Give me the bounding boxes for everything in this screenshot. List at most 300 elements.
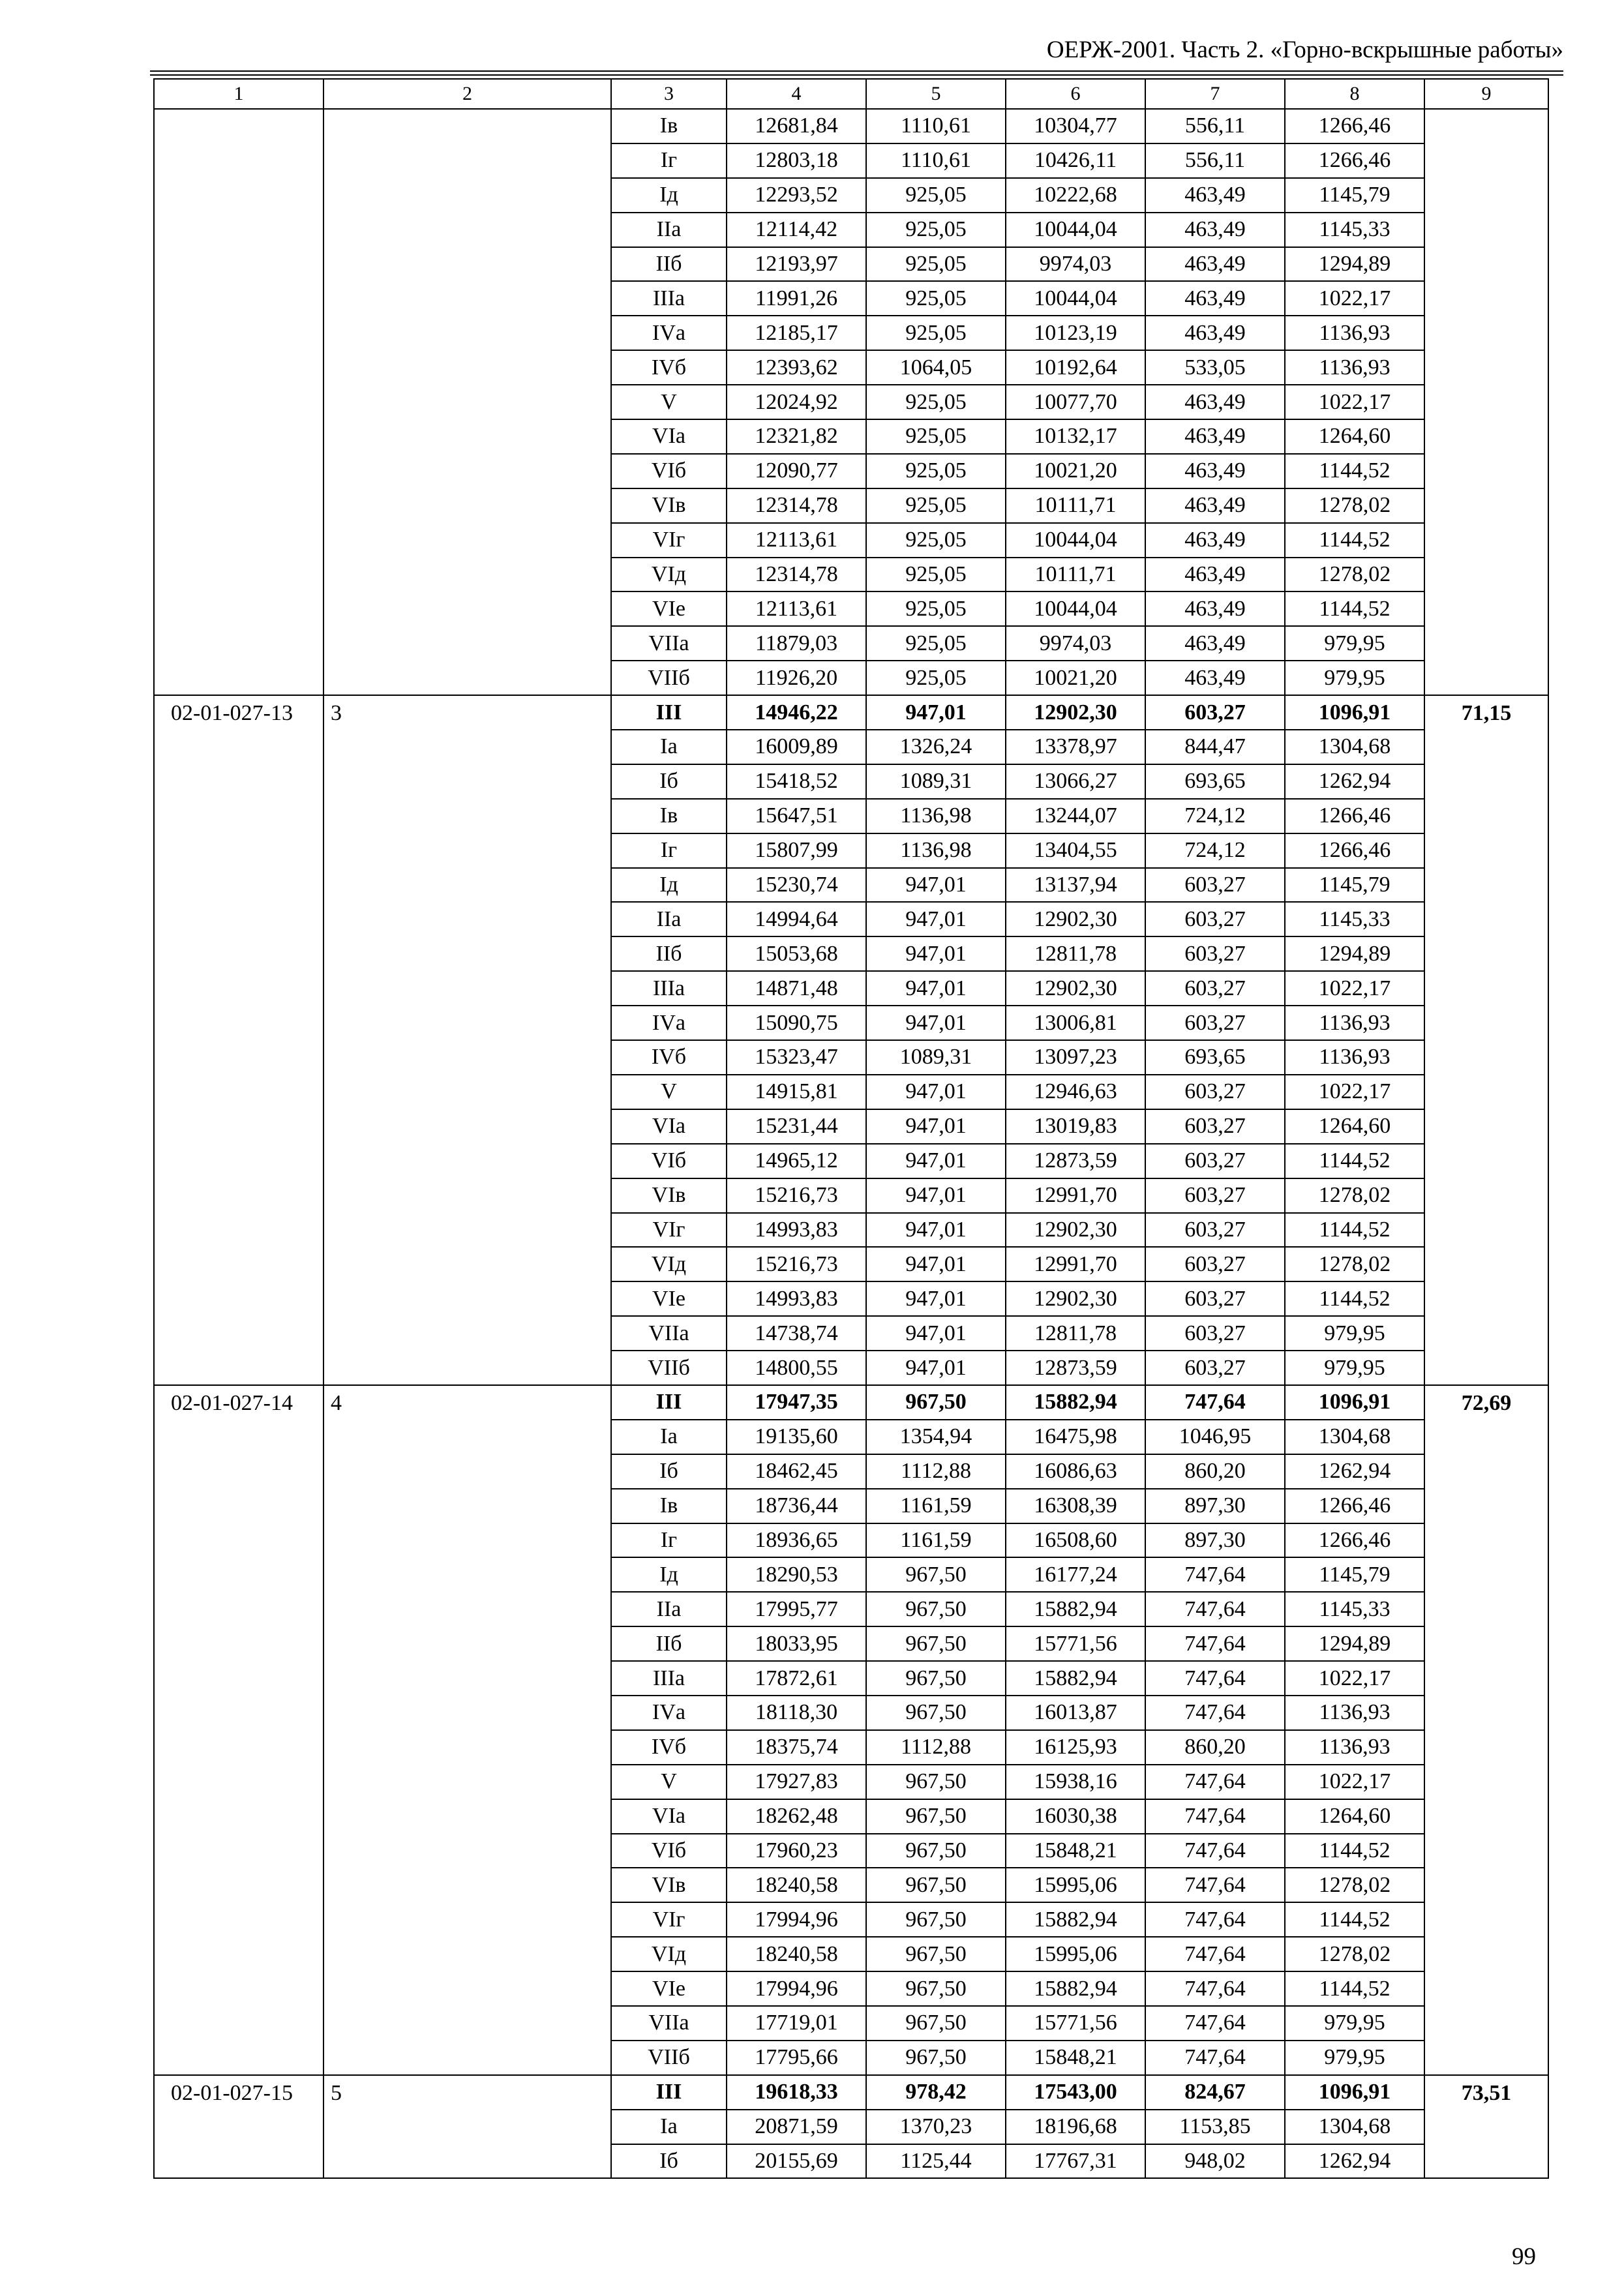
value-cell: 948,02: [1145, 2144, 1285, 2179]
value-cell: 10044,04: [1006, 213, 1145, 247]
value-cell: 603,27: [1145, 1213, 1285, 1248]
value-cell: 947,01: [866, 695, 1006, 730]
value-cell: 10021,20: [1006, 454, 1145, 488]
value-cell: 947,01: [866, 1178, 1006, 1213]
value-cell: 724,12: [1145, 833, 1285, 868]
value-cell: 1266,46: [1285, 109, 1424, 143]
category-cell: VIе: [611, 1281, 727, 1316]
value-cell: 12024,92: [727, 385, 866, 419]
value-cell: 947,01: [866, 936, 1006, 971]
category-cell: Iд: [611, 178, 727, 213]
category-cell: VIIб: [611, 1351, 727, 1385]
value-cell: 12946,63: [1006, 1075, 1145, 1109]
value-cell: 12902,30: [1006, 1213, 1145, 1248]
value-cell: 1145,33: [1285, 902, 1424, 936]
value-cell: 1022,17: [1285, 971, 1424, 1006]
value-cell: 1161,59: [866, 1523, 1006, 1558]
value-cell: 1264,60: [1285, 1799, 1424, 1834]
value-cell: 19135,60: [727, 1420, 866, 1454]
value-cell: 747,64: [1145, 1799, 1285, 1834]
value-cell: 13019,83: [1006, 1109, 1145, 1144]
value-cell: 747,64: [1145, 1902, 1285, 1937]
category-cell: Iг: [611, 833, 727, 868]
value-cell: 16508,60: [1006, 1523, 1145, 1558]
value-cell: 463,49: [1145, 247, 1285, 282]
table-row: [154, 695, 1548, 730]
table-row: [154, 109, 1548, 143]
page-header-title: ОЕРЖ-2001. Часть 2. «Горно-вскрышные работы»: [1046, 37, 1563, 63]
value-cell: 15882,94: [1006, 1385, 1145, 1420]
value-cell: 15882,94: [1006, 1592, 1145, 1626]
category-cell: Iг: [611, 143, 727, 178]
column-header: 9: [1424, 79, 1548, 109]
value-cell: 10077,70: [1006, 385, 1145, 419]
value-cell: 603,27: [1145, 1351, 1285, 1385]
value-cell: 12902,30: [1006, 971, 1145, 1006]
category-cell: VIб: [611, 1834, 727, 1868]
value-cell: 967,50: [866, 1592, 1006, 1626]
column-number-row: [154, 79, 1548, 109]
value-cell: 747,64: [1145, 1696, 1285, 1730]
category-cell: Iд: [611, 1557, 727, 1592]
value-cell: 1112,88: [866, 1730, 1006, 1765]
category-cell: IIб: [611, 1626, 727, 1661]
value-cell: 1262,94: [1285, 764, 1424, 799]
value-cell: 17872,61: [727, 1661, 866, 1696]
value-cell: 947,01: [866, 1006, 1006, 1040]
value-cell: 747,64: [1145, 1868, 1285, 1902]
value-cell: 10111,71: [1006, 488, 1145, 523]
value-cell: 1264,60: [1285, 419, 1424, 454]
column-9-cell: 72,69: [1424, 1385, 1548, 2075]
category-cell: IIIа: [611, 1661, 727, 1696]
value-cell: 967,50: [866, 1557, 1006, 1592]
value-cell: 925,05: [866, 178, 1006, 213]
value-cell: 18240,58: [727, 1937, 866, 1971]
value-cell: 1136,98: [866, 833, 1006, 868]
value-cell: 463,49: [1145, 661, 1285, 695]
value-cell: 463,49: [1145, 558, 1285, 592]
value-cell: 12681,84: [727, 109, 866, 143]
category-cell: Iв: [611, 799, 727, 833]
value-cell: 967,50: [866, 1868, 1006, 1902]
value-cell: 925,05: [866, 626, 1006, 661]
category-cell: VIIа: [611, 2006, 727, 2041]
value-cell: 947,01: [866, 1281, 1006, 1316]
value-cell: 967,50: [866, 1834, 1006, 1868]
category-cell: VIв: [611, 488, 727, 523]
value-cell: 967,50: [866, 2006, 1006, 2041]
value-cell: 967,50: [866, 1626, 1006, 1661]
category-cell: IIа: [611, 213, 727, 247]
value-cell: 1022,17: [1285, 385, 1424, 419]
value-cell: 1096,91: [1285, 2075, 1424, 2110]
value-cell: 1278,02: [1285, 1178, 1424, 1213]
value-cell: 747,64: [1145, 2006, 1285, 2041]
value-cell: 533,05: [1145, 350, 1285, 385]
value-cell: 20155,69: [727, 2144, 866, 2179]
value-cell: 844,47: [1145, 730, 1285, 764]
value-cell: 1096,91: [1285, 1385, 1424, 1420]
category-cell: VIа: [611, 419, 727, 454]
value-cell: 925,05: [866, 488, 1006, 523]
value-cell: 1264,60: [1285, 1109, 1424, 1144]
value-cell: 14871,48: [727, 971, 866, 1006]
category-cell: Iб: [611, 764, 727, 799]
value-cell: 603,27: [1145, 902, 1285, 936]
column-9-cell: 73,51: [1424, 2075, 1548, 2179]
value-cell: 967,50: [866, 1937, 1006, 1971]
value-cell: 15882,94: [1006, 1971, 1145, 2006]
value-cell: 947,01: [866, 868, 1006, 903]
value-cell: 1144,52: [1285, 523, 1424, 558]
category-cell: IIIа: [611, 281, 727, 316]
category-cell: Iа: [611, 1420, 727, 1454]
value-cell: 1370,23: [866, 2110, 1006, 2144]
category-cell: III: [611, 695, 727, 730]
value-cell: 12393,62: [727, 350, 866, 385]
value-cell: 12314,78: [727, 558, 866, 592]
value-cell: 1089,31: [866, 1040, 1006, 1075]
category-cell: IVа: [611, 316, 727, 350]
column-9-cell: [1424, 109, 1548, 695]
value-cell: 1145,79: [1285, 178, 1424, 213]
value-cell: 14915,81: [727, 1075, 866, 1109]
value-cell: 19618,33: [727, 2075, 866, 2110]
value-cell: 11926,20: [727, 661, 866, 695]
value-cell: 556,11: [1145, 109, 1285, 143]
category-cell: VIд: [611, 558, 727, 592]
value-cell: 15848,21: [1006, 2041, 1145, 2075]
value-cell: 1278,02: [1285, 1937, 1424, 1971]
value-cell: 1144,52: [1285, 1902, 1424, 1937]
value-cell: 15647,51: [727, 799, 866, 833]
value-cell: 1136,93: [1285, 350, 1424, 385]
value-cell: 15230,74: [727, 868, 866, 903]
value-cell: 10426,11: [1006, 143, 1145, 178]
value-cell: 15216,73: [727, 1178, 866, 1213]
value-cell: 18462,45: [727, 1454, 866, 1489]
value-cell: 1110,61: [866, 143, 1006, 178]
value-cell: 1064,05: [866, 350, 1006, 385]
value-cell: 16177,24: [1006, 1557, 1145, 1592]
category-cell: V: [611, 1075, 727, 1109]
item-number-cell: 5: [323, 2075, 611, 2179]
value-cell: 12811,78: [1006, 1316, 1145, 1351]
value-cell: 1262,94: [1285, 1454, 1424, 1489]
value-cell: 747,64: [1145, 1385, 1285, 1420]
value-cell: 18736,44: [727, 1489, 866, 1523]
value-cell: 12293,52: [727, 178, 866, 213]
category-cell: Iв: [611, 1489, 727, 1523]
value-cell: 979,95: [1285, 2041, 1424, 2075]
value-cell: 12803,18: [727, 143, 866, 178]
value-cell: 979,95: [1285, 1351, 1424, 1385]
category-cell: Iб: [611, 1454, 727, 1489]
value-cell: 747,64: [1145, 1971, 1285, 2006]
value-cell: 603,27: [1145, 868, 1285, 903]
value-cell: 1144,52: [1285, 1144, 1424, 1178]
value-cell: 463,49: [1145, 316, 1285, 350]
column-header: 8: [1285, 79, 1424, 109]
value-cell: 11991,26: [727, 281, 866, 316]
category-cell: IVа: [611, 1696, 727, 1730]
category-cell: VIIа: [611, 1316, 727, 1351]
value-cell: 1294,89: [1285, 247, 1424, 282]
value-cell: 12873,59: [1006, 1144, 1145, 1178]
category-cell: VIд: [611, 1247, 727, 1281]
value-cell: 947,01: [866, 902, 1006, 936]
value-cell: 967,50: [866, 1696, 1006, 1730]
value-cell: 1136,93: [1285, 1730, 1424, 1765]
value-cell: 967,50: [866, 1385, 1006, 1420]
category-cell: III: [611, 2075, 727, 2110]
value-cell: 12811,78: [1006, 936, 1145, 971]
category-cell: VIг: [611, 1902, 727, 1937]
value-cell: 17995,77: [727, 1592, 866, 1626]
value-cell: 9974,03: [1006, 626, 1145, 661]
value-cell: 1144,52: [1285, 1281, 1424, 1316]
value-cell: 12902,30: [1006, 902, 1145, 936]
value-cell: 10304,77: [1006, 109, 1145, 143]
value-cell: 1145,79: [1285, 868, 1424, 903]
value-cell: 17960,23: [727, 1834, 866, 1868]
category-cell: IIIа: [611, 971, 727, 1006]
category-cell: VIд: [611, 1937, 727, 1971]
category-cell: IIб: [611, 247, 727, 282]
category-cell: IVб: [611, 1040, 727, 1075]
value-cell: 16086,63: [1006, 1454, 1145, 1489]
column-header: 6: [1006, 79, 1145, 109]
value-cell: 747,64: [1145, 1557, 1285, 1592]
category-cell: VIб: [611, 1144, 727, 1178]
value-cell: 1304,68: [1285, 1420, 1424, 1454]
value-cell: 12902,30: [1006, 1281, 1145, 1316]
value-cell: 1266,46: [1285, 143, 1424, 178]
value-cell: 1136,93: [1285, 1696, 1424, 1730]
category-cell: Iб: [611, 2144, 727, 2179]
value-cell: 1144,52: [1285, 454, 1424, 488]
value-cell: 17543,00: [1006, 2075, 1145, 2110]
value-cell: 603,27: [1145, 695, 1285, 730]
value-cell: 603,27: [1145, 1281, 1285, 1316]
value-cell: 925,05: [866, 247, 1006, 282]
value-cell: 15771,56: [1006, 2006, 1145, 2041]
value-cell: 693,65: [1145, 764, 1285, 799]
value-cell: 12113,61: [727, 523, 866, 558]
value-cell: 556,11: [1145, 143, 1285, 178]
value-cell: 14993,83: [727, 1213, 866, 1248]
value-cell: 17994,96: [727, 1971, 866, 2006]
value-cell: 12321,82: [727, 419, 866, 454]
category-cell: III: [611, 1385, 727, 1420]
category-cell: VIг: [611, 523, 727, 558]
value-cell: 18375,74: [727, 1730, 866, 1765]
value-cell: 947,01: [866, 1213, 1006, 1248]
value-cell: 925,05: [866, 213, 1006, 247]
category-cell: IIа: [611, 1592, 727, 1626]
value-cell: 463,49: [1145, 523, 1285, 558]
value-cell: 463,49: [1145, 488, 1285, 523]
value-cell: 967,50: [866, 1765, 1006, 1799]
value-cell: 925,05: [866, 316, 1006, 350]
value-cell: 18118,30: [727, 1696, 866, 1730]
value-cell: 17947,35: [727, 1385, 866, 1420]
rate-code-cell: 02-01-027-14: [154, 1385, 323, 2075]
value-cell: 18240,58: [727, 1868, 866, 1902]
column-header: 1: [154, 79, 323, 109]
header-rule: [150, 70, 1563, 72]
value-cell: 897,30: [1145, 1489, 1285, 1523]
value-cell: 747,64: [1145, 2041, 1285, 2075]
value-cell: 1125,44: [866, 2144, 1006, 2179]
value-cell: 463,49: [1145, 213, 1285, 247]
value-cell: 16009,89: [727, 730, 866, 764]
category-cell: Iд: [611, 868, 727, 903]
category-cell: VIв: [611, 1868, 727, 1902]
value-cell: 603,27: [1145, 1109, 1285, 1144]
value-cell: 747,64: [1145, 1765, 1285, 1799]
value-cell: 12090,77: [727, 454, 866, 488]
value-cell: 13066,27: [1006, 764, 1145, 799]
value-cell: 463,49: [1145, 178, 1285, 213]
value-cell: 967,50: [866, 1661, 1006, 1696]
value-cell: 1266,46: [1285, 1523, 1424, 1558]
table-row: [154, 1385, 1548, 1420]
value-cell: 13378,97: [1006, 730, 1145, 764]
value-cell: 16013,87: [1006, 1696, 1145, 1730]
value-cell: 1326,24: [866, 730, 1006, 764]
value-cell: 12902,30: [1006, 695, 1145, 730]
value-cell: 1262,94: [1285, 2144, 1424, 2179]
value-cell: 925,05: [866, 454, 1006, 488]
category-cell: VIе: [611, 1971, 727, 2006]
value-cell: 15323,47: [727, 1040, 866, 1075]
category-cell: IIа: [611, 902, 727, 936]
value-cell: 10222,68: [1006, 178, 1145, 213]
value-cell: 14994,64: [727, 902, 866, 936]
value-cell: 967,50: [866, 1902, 1006, 1937]
value-cell: 1136,93: [1285, 1040, 1424, 1075]
value-cell: 724,12: [1145, 799, 1285, 833]
category-cell: VIг: [611, 1213, 727, 1248]
value-cell: 947,01: [866, 1109, 1006, 1144]
value-cell: 12114,42: [727, 213, 866, 247]
value-cell: 10044,04: [1006, 281, 1145, 316]
value-cell: 13404,55: [1006, 833, 1145, 868]
value-cell: 15418,52: [727, 764, 866, 799]
value-cell: 747,64: [1145, 1661, 1285, 1696]
value-cell: 1022,17: [1285, 1765, 1424, 1799]
value-cell: 18196,68: [1006, 2110, 1145, 2144]
value-cell: 1145,33: [1285, 213, 1424, 247]
value-cell: 12991,70: [1006, 1247, 1145, 1281]
category-cell: IVб: [611, 1730, 727, 1765]
value-cell: 1022,17: [1285, 1661, 1424, 1696]
value-cell: 1144,52: [1285, 1971, 1424, 2006]
value-cell: 860,20: [1145, 1730, 1285, 1765]
value-cell: 1046,95: [1145, 1420, 1285, 1454]
value-cell: 16030,38: [1006, 1799, 1145, 1834]
value-cell: 1144,52: [1285, 591, 1424, 626]
value-cell: 603,27: [1145, 1075, 1285, 1109]
value-cell: 1266,46: [1285, 1489, 1424, 1523]
value-cell: 1144,52: [1285, 1213, 1424, 1248]
value-cell: 603,27: [1145, 1247, 1285, 1281]
column-header: 4: [727, 79, 866, 109]
value-cell: 14738,74: [727, 1316, 866, 1351]
value-cell: 17767,31: [1006, 2144, 1145, 2179]
rates-table: [153, 78, 1549, 2179]
value-cell: 10044,04: [1006, 591, 1145, 626]
page-number: 99: [1512, 2243, 1536, 2270]
value-cell: 18290,53: [727, 1557, 866, 1592]
value-cell: 1136,98: [866, 799, 1006, 833]
value-cell: 925,05: [866, 661, 1006, 695]
value-cell: 947,01: [866, 1075, 1006, 1109]
value-cell: 603,27: [1145, 1144, 1285, 1178]
value-cell: 15882,94: [1006, 1661, 1145, 1696]
value-cell: 1096,91: [1285, 695, 1424, 730]
value-cell: 9974,03: [1006, 247, 1145, 282]
value-cell: 12113,61: [727, 591, 866, 626]
value-cell: 747,64: [1145, 1626, 1285, 1661]
value-cell: 15848,21: [1006, 1834, 1145, 1868]
value-cell: 747,64: [1145, 1834, 1285, 1868]
value-cell: 15995,06: [1006, 1937, 1145, 1971]
category-cell: V: [611, 385, 727, 419]
value-cell: 14800,55: [727, 1351, 866, 1385]
value-cell: 947,01: [866, 1144, 1006, 1178]
value-cell: 17795,66: [727, 2041, 866, 2075]
value-cell: 12314,78: [727, 488, 866, 523]
value-cell: 463,49: [1145, 591, 1285, 626]
value-cell: 1136,93: [1285, 316, 1424, 350]
value-cell: 860,20: [1145, 1454, 1285, 1489]
category-cell: VIб: [611, 454, 727, 488]
value-cell: 1145,79: [1285, 1557, 1424, 1592]
category-cell: VIе: [611, 591, 727, 626]
rate-code-cell: 02-01-027-13: [154, 695, 323, 1385]
category-cell: VIа: [611, 1799, 727, 1834]
value-cell: 897,30: [1145, 1523, 1285, 1558]
value-cell: 1354,94: [866, 1420, 1006, 1454]
category-cell: VIIб: [611, 2041, 727, 2075]
category-cell: Iв: [611, 109, 727, 143]
value-cell: 1089,31: [866, 764, 1006, 799]
value-cell: 967,50: [866, 1799, 1006, 1834]
value-cell: 1153,85: [1145, 2110, 1285, 2144]
value-cell: 603,27: [1145, 936, 1285, 971]
value-cell: 12185,17: [727, 316, 866, 350]
value-cell: 13137,94: [1006, 868, 1145, 903]
item-number-cell: 4: [323, 1385, 611, 2075]
column-header: 3: [611, 79, 727, 109]
value-cell: 16125,93: [1006, 1730, 1145, 1765]
value-cell: 693,65: [1145, 1040, 1285, 1075]
value-cell: 1294,89: [1285, 1626, 1424, 1661]
value-cell: 16475,98: [1006, 1420, 1145, 1454]
value-cell: 13006,81: [1006, 1006, 1145, 1040]
value-cell: 1266,46: [1285, 833, 1424, 868]
value-cell: 18033,95: [727, 1626, 866, 1661]
value-cell: 979,95: [1285, 661, 1424, 695]
value-cell: 10021,20: [1006, 661, 1145, 695]
value-cell: 1278,02: [1285, 1247, 1424, 1281]
value-cell: 11879,03: [727, 626, 866, 661]
value-cell: 979,95: [1285, 2006, 1424, 2041]
category-cell: Iа: [611, 2110, 727, 2144]
